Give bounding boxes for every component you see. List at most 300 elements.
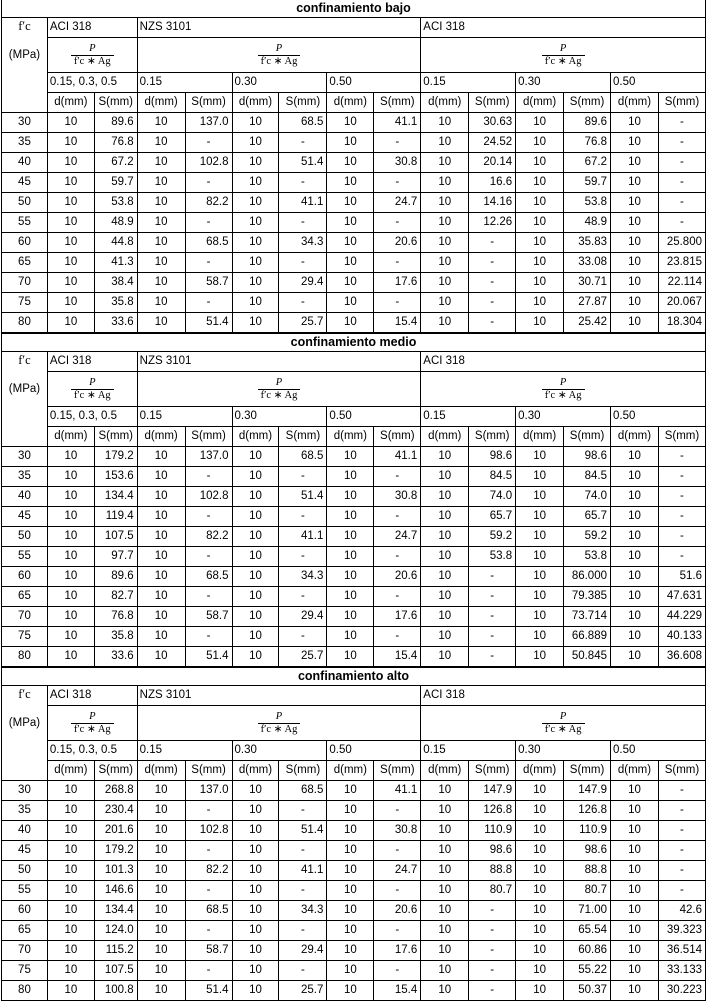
diameter-value: 10 <box>516 861 564 881</box>
diameter-value: 10 <box>421 113 469 133</box>
diameter-value: 10 <box>137 941 185 961</box>
diameter-value: 10 <box>611 821 659 841</box>
table-row <box>2 133 706 153</box>
spacing-value: - <box>374 961 421 981</box>
spacing-value: 30.223 <box>658 981 705 1001</box>
diameter-value: 10 <box>232 861 279 881</box>
spacing-value: 110.9 <box>469 821 516 841</box>
fraction <box>258 711 301 736</box>
diameter-header: d(mm) <box>516 427 564 447</box>
diameter-value: 10 <box>421 293 469 313</box>
spacing-value: 134.4 <box>94 901 137 921</box>
fc-value: 55 <box>2 881 48 901</box>
diameter-header: d(mm) <box>47 427 94 447</box>
fc-value: 35 <box>2 467 48 487</box>
spacing-value: - <box>185 921 232 941</box>
axial-load-ratio-formula <box>421 372 706 407</box>
fc-header-cell <box>2 18 48 113</box>
spacing-value: 47.631 <box>658 587 705 607</box>
diameter-value: 10 <box>611 567 659 587</box>
spacing-value: 98.6 <box>564 841 611 861</box>
spacing-header: S(mm) <box>185 93 232 113</box>
fc-unit: (MPa) <box>8 383 41 395</box>
diameter-value: 10 <box>516 153 564 173</box>
diameter-value: 10 <box>232 507 279 527</box>
diameter-value: 10 <box>232 527 279 547</box>
spacing-value: 76.8 <box>94 133 137 153</box>
spacing-value: - <box>469 233 516 253</box>
header-row-units <box>2 761 706 781</box>
spacing-value: - <box>658 447 705 467</box>
spacing-value: 14.16 <box>469 193 516 213</box>
diameter-value: 10 <box>611 173 659 193</box>
diameter-header: d(mm) <box>611 93 659 113</box>
diameter-value: 10 <box>611 213 659 233</box>
table-row <box>2 547 706 567</box>
diameter-value: 10 <box>47 921 94 941</box>
diameter-value: 10 <box>327 467 374 487</box>
spacing-value: - <box>374 627 421 647</box>
spacing-value: 58.7 <box>185 273 232 293</box>
table-row <box>2 901 706 921</box>
diameter-value: 10 <box>611 487 659 507</box>
diameter-value: 10 <box>232 647 279 667</box>
spacing-value: 71.00 <box>564 901 611 921</box>
spacing-value: - <box>658 881 705 901</box>
diameter-value: 10 <box>327 547 374 567</box>
diameter-value: 10 <box>516 133 564 153</box>
diameter-value: 10 <box>516 487 564 507</box>
spacing-value: 84.5 <box>469 467 516 487</box>
diameter-value: 10 <box>232 193 279 213</box>
spacing-value: - <box>469 273 516 293</box>
diameter-value: 10 <box>137 233 185 253</box>
spacing-value: 38.4 <box>94 273 137 293</box>
diameter-value: 10 <box>137 607 185 627</box>
spacing-value: 134.4 <box>94 487 137 507</box>
section-title: confinamiento alto <box>1 667 706 685</box>
diameter-value: 10 <box>47 133 94 153</box>
fc-value: 50 <box>2 193 48 213</box>
diameter-value: 10 <box>232 173 279 193</box>
aci-318-label: ACI 318 <box>47 686 137 706</box>
spacing-value: - <box>374 841 421 861</box>
spacing-value: - <box>279 173 327 193</box>
spacing-value: - <box>469 587 516 607</box>
spacing-value: - <box>185 293 232 313</box>
diameter-value: 10 <box>232 881 279 901</box>
table-row <box>2 273 706 293</box>
spacing-value: - <box>185 627 232 647</box>
diameter-value: 10 <box>611 233 659 253</box>
table-row <box>2 213 706 233</box>
spacing-value: - <box>469 313 516 333</box>
diameter-value: 10 <box>611 861 659 881</box>
axial-load-ratio-formula <box>137 372 421 407</box>
table-row <box>2 861 706 881</box>
diameter-value: 10 <box>232 607 279 627</box>
fraction <box>258 43 301 68</box>
spacing-value: - <box>374 253 421 273</box>
spacing-value: - <box>185 961 232 981</box>
spacing-value: - <box>374 547 421 567</box>
ratio-label: 0.15 <box>137 407 232 427</box>
diameter-value: 10 <box>137 627 185 647</box>
diameter-value: 10 <box>421 881 469 901</box>
spacing-value: - <box>279 293 327 313</box>
spacing-value: 67.2 <box>94 153 137 173</box>
spacing-value: - <box>185 801 232 821</box>
ratio-label: 0.50 <box>611 73 706 93</box>
spacing-value: 17.6 <box>374 607 421 627</box>
spacing-value: 82.2 <box>185 527 232 547</box>
diameter-value: 10 <box>611 547 659 567</box>
diameter-value: 10 <box>232 293 279 313</box>
diameter-value: 10 <box>516 921 564 941</box>
table-row <box>2 507 706 527</box>
spacing-value: 55.22 <box>564 961 611 981</box>
spacing-value: 268.8 <box>94 781 137 801</box>
diameter-value: 10 <box>421 607 469 627</box>
diameter-value: 10 <box>327 647 374 667</box>
spacing-value: 41.3 <box>94 253 137 273</box>
diameter-value: 10 <box>327 313 374 333</box>
spacing-value: 98.6 <box>469 841 516 861</box>
spacing-value: 98.6 <box>564 447 611 467</box>
spacing-header: S(mm) <box>279 427 327 447</box>
spacing-value: 16.6 <box>469 173 516 193</box>
spacing-value: - <box>469 293 516 313</box>
diameter-value: 10 <box>611 841 659 861</box>
diameter-value: 10 <box>232 941 279 961</box>
ratio-label: 0.30 <box>516 407 611 427</box>
spacing-value: 34.3 <box>279 233 327 253</box>
table-row <box>2 233 706 253</box>
diameter-value: 10 <box>137 193 185 213</box>
diameter-value: 10 <box>421 213 469 233</box>
confinement-table <box>1 351 706 667</box>
diameter-value: 10 <box>327 153 374 173</box>
spacing-value: 53.8 <box>564 547 611 567</box>
spacing-value: 89.6 <box>94 567 137 587</box>
diameter-value: 10 <box>232 567 279 587</box>
fc-value: 50 <box>2 527 48 547</box>
diameter-value: 10 <box>421 627 469 647</box>
diameter-value: 10 <box>327 173 374 193</box>
fc-value: 40 <box>2 821 48 841</box>
diameter-value: 10 <box>47 881 94 901</box>
spacing-value: 41.1 <box>279 527 327 547</box>
diameter-value: 10 <box>137 253 185 273</box>
spacing-value: - <box>374 921 421 941</box>
diameter-value: 10 <box>232 841 279 861</box>
diameter-value: 10 <box>47 467 94 487</box>
diameter-value: 10 <box>516 253 564 273</box>
spacing-value: 24.7 <box>374 193 421 213</box>
table-row <box>2 193 706 213</box>
table-row <box>2 921 706 941</box>
diameter-value: 10 <box>47 293 94 313</box>
diameter-value: 10 <box>421 527 469 547</box>
fc-value: 70 <box>2 607 48 627</box>
diameter-header: d(mm) <box>232 761 279 781</box>
diameter-value: 10 <box>47 961 94 981</box>
diameter-value: 10 <box>327 901 374 921</box>
spacing-value: 115.2 <box>94 941 137 961</box>
spacing-header: S(mm) <box>374 761 421 781</box>
fraction-numerator: P <box>258 43 301 56</box>
ratio-label: 0.15 <box>421 73 516 93</box>
fraction-denominator: f′c ∗ Ag <box>544 723 582 735</box>
diameter-value: 10 <box>611 313 659 333</box>
spacing-value: 68.5 <box>279 781 327 801</box>
diameter-value: 10 <box>232 901 279 921</box>
spacing-value: 24.7 <box>374 527 421 547</box>
spacing-value: 30.63 <box>469 113 516 133</box>
diameter-value: 10 <box>327 881 374 901</box>
section-title: confinamiento medio <box>1 333 706 351</box>
diameter-header: d(mm) <box>421 93 469 113</box>
diameter-value: 10 <box>137 173 185 193</box>
fc-value: 40 <box>2 487 48 507</box>
ratio-label: 0.15 <box>421 407 516 427</box>
table-row <box>2 527 706 547</box>
diameter-header: d(mm) <box>137 93 185 113</box>
spacing-header: S(mm) <box>658 427 705 447</box>
spacing-value: 30.8 <box>374 487 421 507</box>
spacing-value: - <box>185 881 232 901</box>
diameter-value: 10 <box>47 607 94 627</box>
confinement-table <box>1 17 706 333</box>
spacing-value: 41.1 <box>374 781 421 801</box>
diameter-value: 10 <box>327 981 374 1001</box>
diameter-value: 10 <box>421 547 469 567</box>
confinement-table <box>1 685 706 1001</box>
diameter-value: 10 <box>47 841 94 861</box>
diameter-value: 10 <box>516 941 564 961</box>
diameter-value: 10 <box>137 821 185 841</box>
spacing-value: - <box>469 961 516 981</box>
ratio-label: 0.15 <box>137 73 232 93</box>
fc-value: 60 <box>2 233 48 253</box>
spacing-value: - <box>374 213 421 233</box>
diameter-value: 10 <box>232 487 279 507</box>
spacing-header: S(mm) <box>564 761 611 781</box>
diameter-value: 10 <box>137 901 185 921</box>
fraction <box>71 43 114 68</box>
diameter-value: 10 <box>611 273 659 293</box>
diameter-value: 10 <box>232 547 279 567</box>
diameter-value: 10 <box>327 507 374 527</box>
diameter-value: 10 <box>232 233 279 253</box>
spacing-header: S(mm) <box>564 93 611 113</box>
spacing-value: 68.5 <box>185 901 232 921</box>
ratio-label: 0.15, 0.3, 0.5 <box>47 741 137 761</box>
spacing-value: 84.5 <box>564 467 611 487</box>
spacing-value: 100.8 <box>94 981 137 1001</box>
confinement-tables <box>1 0 706 1001</box>
ratio-label: 0.15, 0.3, 0.5 <box>47 73 137 93</box>
spacing-value: - <box>279 801 327 821</box>
spacing-value: 101.3 <box>94 861 137 881</box>
spacing-value: 82.2 <box>185 861 232 881</box>
diameter-value: 10 <box>232 467 279 487</box>
diameter-value: 10 <box>327 801 374 821</box>
table-row <box>2 293 706 313</box>
spacing-value: - <box>658 527 705 547</box>
spacing-header: S(mm) <box>185 427 232 447</box>
spacing-value: 102.8 <box>185 153 232 173</box>
spacing-value: 20.6 <box>374 901 421 921</box>
diameter-value: 10 <box>137 313 185 333</box>
diameter-value: 10 <box>47 507 94 527</box>
spacing-value: 110.9 <box>564 821 611 841</box>
spacing-value: 33.08 <box>564 253 611 273</box>
diameter-value: 10 <box>611 941 659 961</box>
diameter-value: 10 <box>137 567 185 587</box>
diameter-value: 10 <box>232 133 279 153</box>
diameter-value: 10 <box>611 981 659 1001</box>
spacing-value: 68.5 <box>185 233 232 253</box>
ratio-label: 0.30 <box>232 407 327 427</box>
spacing-value: 74.0 <box>469 487 516 507</box>
spacing-value: 30.8 <box>374 821 421 841</box>
spacing-value: - <box>185 173 232 193</box>
spacing-value: 29.4 <box>279 273 327 293</box>
diameter-value: 10 <box>611 113 659 133</box>
diameter-value: 10 <box>232 821 279 841</box>
fraction-denominator: f′c ∗ Ag <box>544 55 582 67</box>
fraction-numerator: P <box>542 711 585 724</box>
spacing-value: 27.87 <box>564 293 611 313</box>
spacing-value: 179.2 <box>94 841 137 861</box>
table-row <box>2 607 706 627</box>
diameter-value: 10 <box>611 193 659 213</box>
diameter-value: 10 <box>47 547 94 567</box>
fc-symbol: f′c <box>18 353 31 367</box>
spacing-value: - <box>279 133 327 153</box>
spacing-value: 147.9 <box>564 781 611 801</box>
spacing-value: 24.7 <box>374 861 421 881</box>
spacing-value: - <box>279 507 327 527</box>
spacing-header: S(mm) <box>469 427 516 447</box>
table-row <box>2 961 706 981</box>
spacing-value: - <box>658 841 705 861</box>
spacing-value: 51.4 <box>279 487 327 507</box>
spacing-value: 51.4 <box>185 313 232 333</box>
diameter-value: 10 <box>611 153 659 173</box>
fc-value: 30 <box>2 447 48 467</box>
diameter-value: 10 <box>47 587 94 607</box>
spacing-value: - <box>658 781 705 801</box>
diameter-value: 10 <box>611 781 659 801</box>
fc-value: 75 <box>2 293 48 313</box>
spacing-value: 51.4 <box>279 821 327 841</box>
diameter-value: 10 <box>47 313 94 333</box>
diameter-value: 10 <box>516 507 564 527</box>
ratio-label: 0.50 <box>611 741 706 761</box>
spacing-value: 59.7 <box>564 173 611 193</box>
spacing-value: - <box>185 547 232 567</box>
spacing-value: - <box>185 213 232 233</box>
diameter-value: 10 <box>232 447 279 467</box>
diameter-value: 10 <box>137 133 185 153</box>
spacing-value: - <box>469 567 516 587</box>
table-row <box>2 153 706 173</box>
axial-load-ratio-formula <box>47 38 137 73</box>
spacing-header: S(mm) <box>469 93 516 113</box>
spacing-value: 68.5 <box>279 447 327 467</box>
axial-load-ratio-formula <box>47 706 137 741</box>
spacing-value: 107.5 <box>94 961 137 981</box>
diameter-value: 10 <box>516 527 564 547</box>
spacing-value: 15.4 <box>374 313 421 333</box>
spacing-value: - <box>469 921 516 941</box>
spacing-value: 97.7 <box>94 547 137 567</box>
diameter-value: 10 <box>516 293 564 313</box>
spacing-value: 88.8 <box>564 861 611 881</box>
diameter-value: 10 <box>421 981 469 1001</box>
spacing-value: 20.14 <box>469 153 516 173</box>
spacing-value: - <box>658 801 705 821</box>
diameter-header: d(mm) <box>516 93 564 113</box>
fc-value: 45 <box>2 507 48 527</box>
spacing-value: - <box>469 941 516 961</box>
diameter-value: 10 <box>232 113 279 133</box>
diameter-value: 10 <box>516 113 564 133</box>
ratio-label: 0.15 <box>421 741 516 761</box>
spacing-header: S(mm) <box>185 761 232 781</box>
diameter-value: 10 <box>516 781 564 801</box>
spacing-value: 24.52 <box>469 133 516 153</box>
spacing-value: - <box>185 133 232 153</box>
diameter-value: 10 <box>137 447 185 467</box>
spacing-value: - <box>658 547 705 567</box>
diameter-value: 10 <box>421 647 469 667</box>
diameter-header: d(mm) <box>611 761 659 781</box>
spacing-value: 68.5 <box>279 113 327 133</box>
diameter-value: 10 <box>421 567 469 587</box>
fc-value: 35 <box>2 133 48 153</box>
spacing-header: S(mm) <box>279 93 327 113</box>
spacing-value: 41.1 <box>374 113 421 133</box>
spacing-value: 39.323 <box>658 921 705 941</box>
diameter-value: 10 <box>327 487 374 507</box>
diameter-value: 10 <box>327 841 374 861</box>
diameter-value: 10 <box>611 647 659 667</box>
diameter-value: 10 <box>611 507 659 527</box>
diameter-value: 10 <box>137 527 185 547</box>
table-row <box>2 113 706 133</box>
diameter-value: 10 <box>611 133 659 153</box>
diameter-value: 10 <box>421 507 469 527</box>
fc-value: 70 <box>2 941 48 961</box>
spacing-value: 44.229 <box>658 607 705 627</box>
spacing-value: 35.8 <box>94 293 137 313</box>
aci-318-label: ACI 318 <box>421 18 706 38</box>
nzs-3101-label: NZS 3101 <box>137 352 421 372</box>
fraction-numerator: P <box>258 377 301 390</box>
spacing-value: - <box>658 153 705 173</box>
nzs-3101-label: NZS 3101 <box>137 18 421 38</box>
spacing-value: - <box>279 253 327 273</box>
diameter-value: 10 <box>137 213 185 233</box>
spacing-header: S(mm) <box>94 427 137 447</box>
diameter-value: 10 <box>137 273 185 293</box>
diameter-value: 10 <box>516 567 564 587</box>
fraction-denominator: f′c ∗ Ag <box>73 723 111 735</box>
spacing-value: 119.4 <box>94 507 137 527</box>
